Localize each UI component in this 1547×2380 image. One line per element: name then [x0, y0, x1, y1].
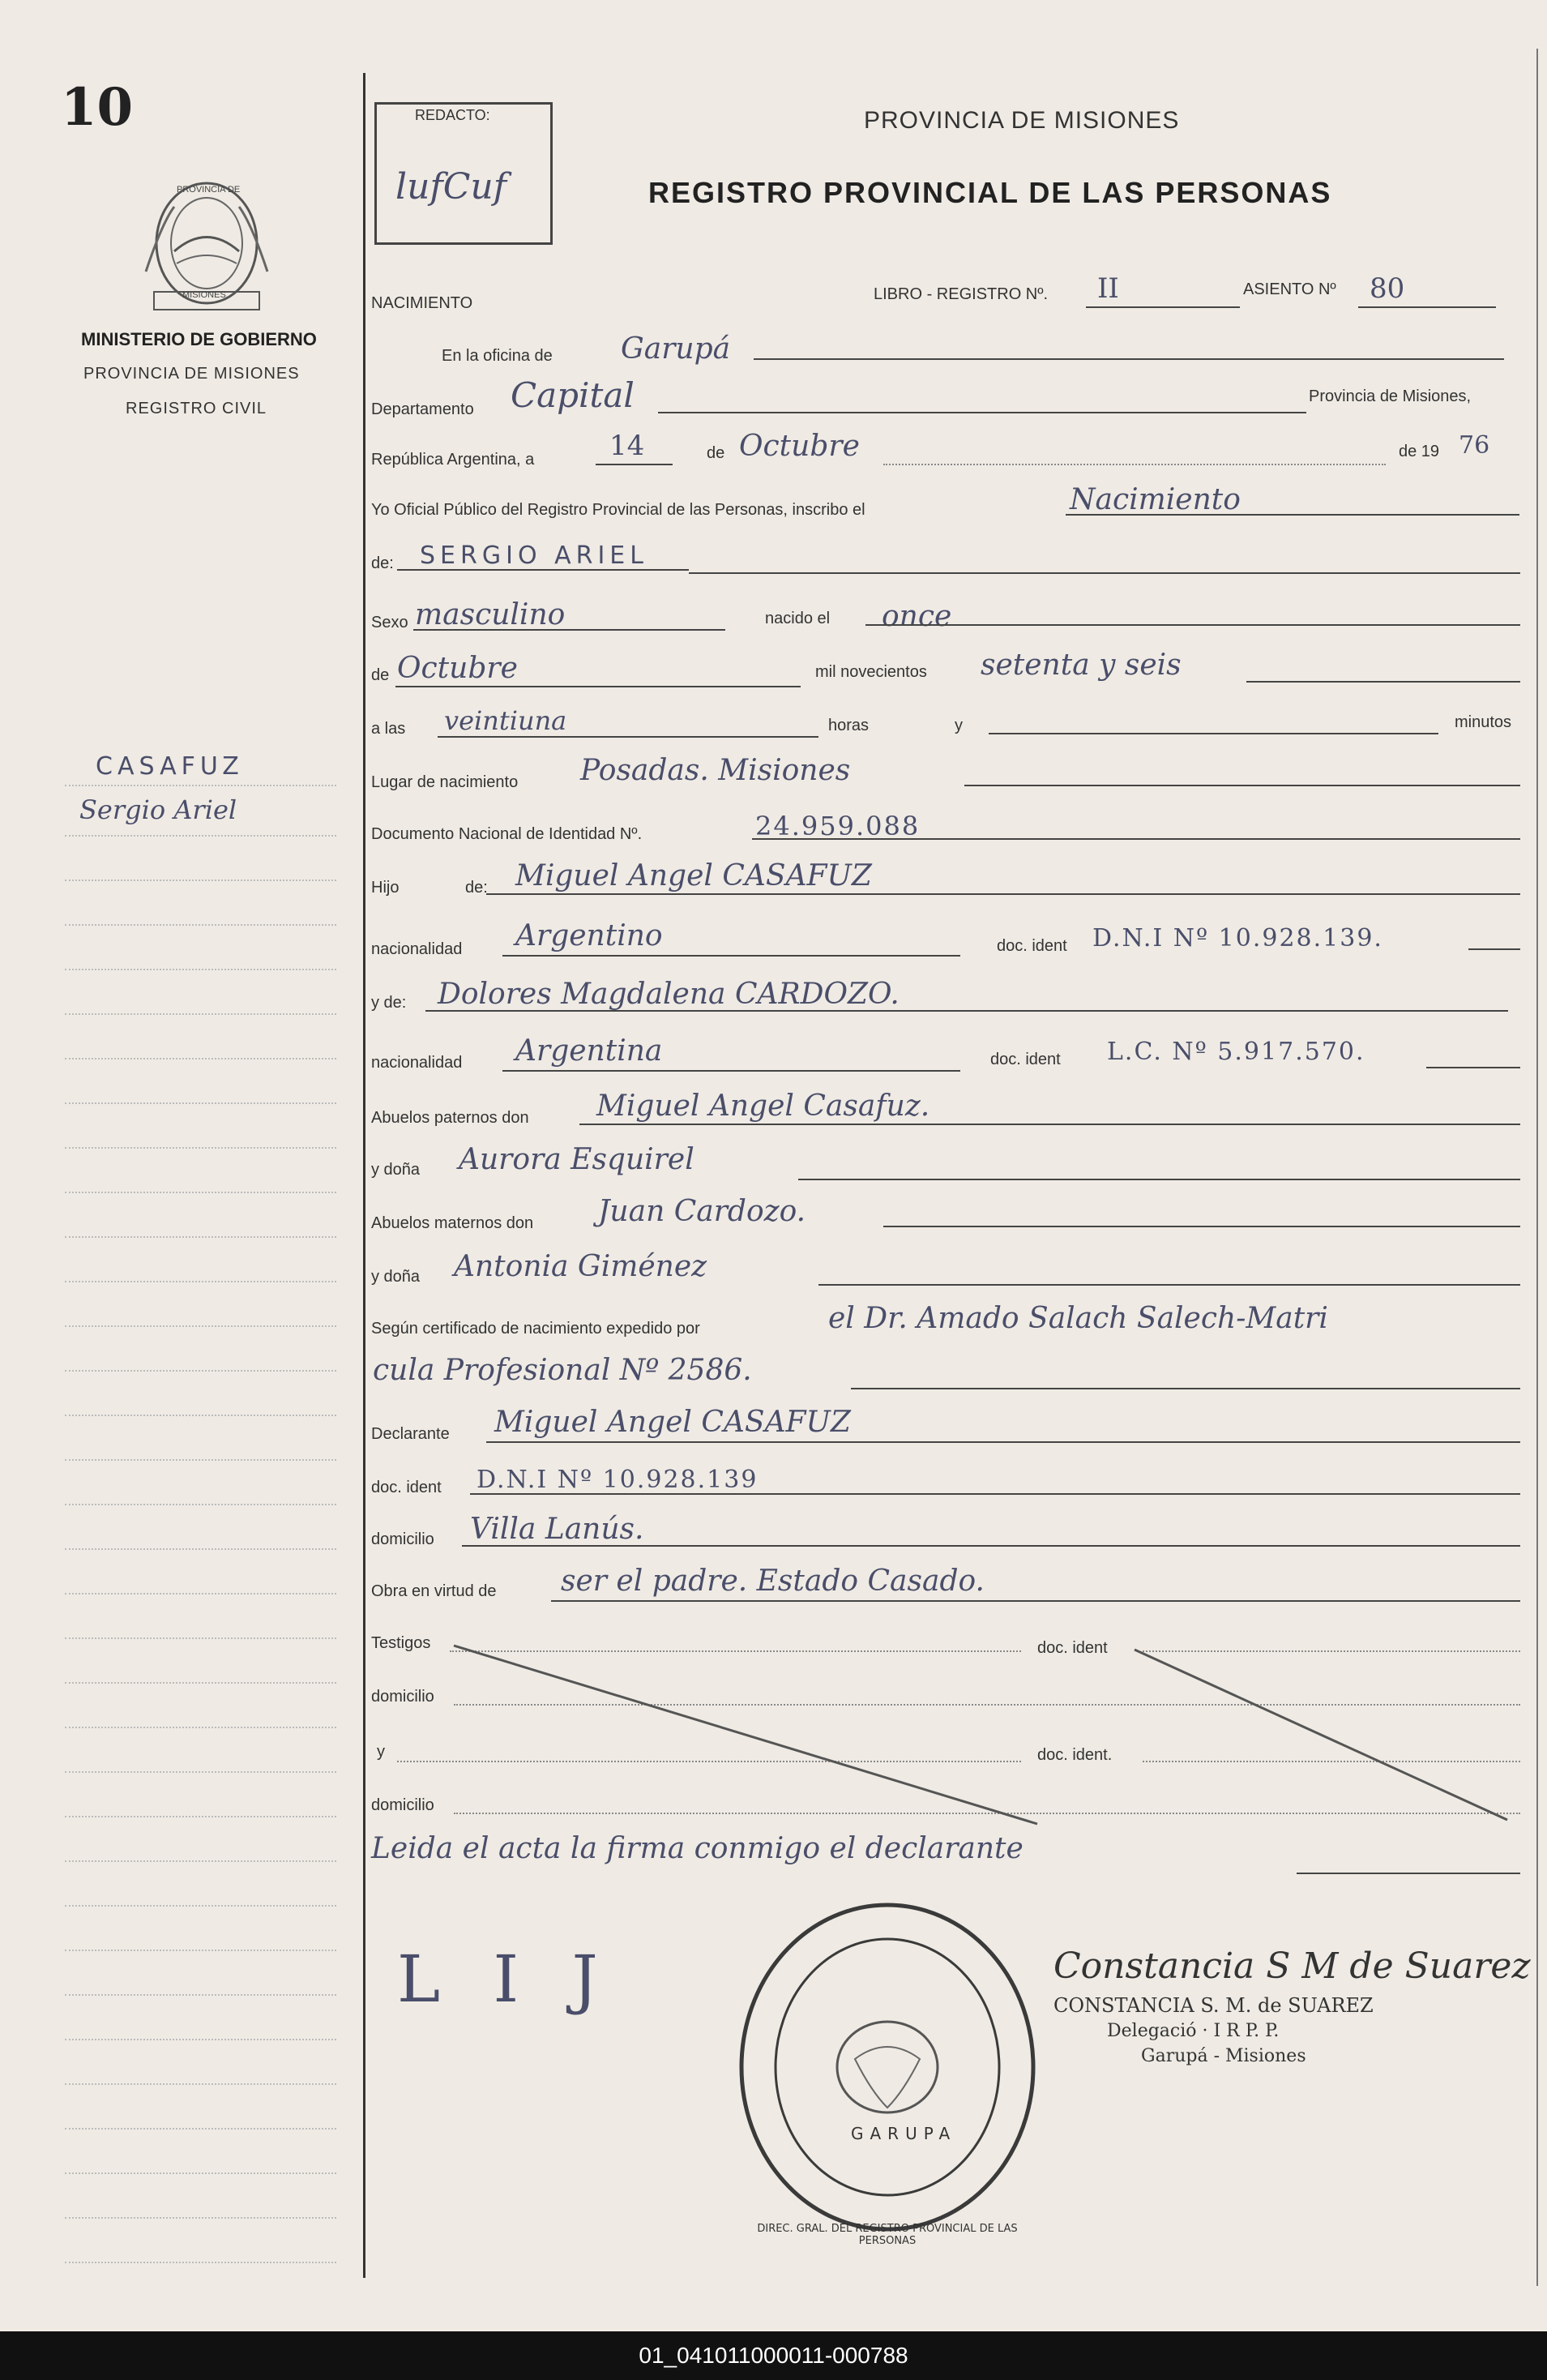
month-value: Octubre: [739, 430, 860, 463]
asiento-value: 80: [1370, 272, 1405, 305]
horas-label: horas: [828, 717, 870, 734]
closing-statement: Leida el acta la firma conmigo el declarante: [371, 1832, 1023, 1865]
libro-label: LIBRO - REGISTRO Nº.: [874, 285, 1049, 303]
abuela-pat-value: Aurora Esquirel: [459, 1143, 694, 1176]
obra-label: Obra en virtud de: [371, 1582, 497, 1600]
sexo-label: Sexo: [371, 614, 408, 631]
domicilio-value: Villa Lanús.: [470, 1513, 644, 1546]
provincia-suffix: Provincia de Misiones,: [1309, 387, 1472, 405]
testigos-doc-label: doc. ident: [1037, 1639, 1108, 1657]
horas-y-label: y: [955, 717, 963, 734]
yde-label: y de:: [371, 994, 407, 1012]
asiento-label: ASIENTO Nº: [1243, 280, 1336, 298]
nac1-value: Argentino: [515, 919, 663, 952]
doc1-label: doc. ident: [997, 937, 1067, 955]
margin-names: Sergio Ariel: [79, 794, 237, 825]
testigos-doc2-label: doc. ident.: [1037, 1746, 1113, 1764]
official-seal-stamp: [733, 1897, 1041, 2237]
abuelos-pat-label: Abuelos paternos don: [371, 1109, 529, 1127]
abuelo-mat-value: Juan Cardozo.: [598, 1195, 806, 1228]
libro-value: II: [1097, 272, 1119, 305]
month-de-label: de: [707, 444, 725, 462]
page-number: 10: [61, 77, 134, 138]
margin-surname: CASAFUZ: [96, 752, 244, 781]
certificado-label: Según certificado de nacimiento expedido por: [371, 1320, 700, 1338]
footer-code-bar: [0, 2331, 1547, 2380]
nac2-label: nacionalidad: [371, 1054, 463, 1072]
mil-value: setenta y seis: [981, 649, 1182, 682]
departamento-value: Capital: [511, 375, 635, 415]
official-signature: Constancia S M de Suarez: [1053, 1946, 1531, 1987]
alas-label: a las: [371, 720, 406, 738]
nacido-label: nacido el: [765, 610, 831, 627]
doc2-label: doc. ident: [990, 1051, 1061, 1068]
certificado-value-1: el Dr. Amado Salach Salech-Matri: [828, 1302, 1328, 1335]
cancel-strokes: [438, 1637, 1523, 1832]
year-value: 76: [1459, 431, 1490, 460]
margin-divider: [363, 73, 365, 2278]
emblem-text-top: PROVINCIA DE: [177, 185, 241, 195]
hijo-de-label: de:: [465, 879, 488, 897]
abuelo-pat-value: Miguel Angel Casafuz.: [596, 1089, 930, 1123]
horas-value: veintiuna: [444, 705, 567, 736]
footer-code: 01_041011000011-000788: [639, 2343, 908, 2368]
oficina-value: Garupá: [621, 332, 731, 366]
obra-value: ser el padre. Estado Casado.: [561, 1565, 985, 1598]
ydona2-label: y doña: [371, 1268, 421, 1286]
year-label: de 19: [1399, 443, 1440, 460]
padre-value: Miguel Angel CASAFUZ: [515, 859, 872, 892]
birth-month-de-label: de: [371, 666, 390, 684]
dni-label: Documento Nacional de Identidad Nº.: [371, 825, 643, 843]
header-province: PROVINCIA DE MISIONES: [864, 107, 1180, 134]
republica-label: República Argentina, a: [371, 451, 535, 469]
declarante-value: Miguel Angel CASAFUZ: [494, 1406, 851, 1439]
nac2-value: Argentina: [515, 1034, 663, 1068]
doc2-value: L.C. Nº 5.917.570.: [1107, 1038, 1365, 1066]
ministry-province: PROVINCIA DE MISIONES: [83, 365, 300, 383]
dni-value: 24.959.088: [755, 811, 921, 841]
doc3-value: D.N.I Nº 10.928.139: [476, 1466, 759, 1494]
certificado-value-2: cula Profesional Nº 2586.: [373, 1354, 752, 1387]
nacido-value: once: [882, 600, 952, 633]
hijo-label: Hijo: [371, 879, 400, 897]
abuela-mat-value: Antonia Giménez: [454, 1250, 707, 1283]
official-role: Delegació · I R P. P.: [1107, 2021, 1280, 2041]
day-value: 14: [609, 430, 645, 462]
de-name-label: de:: [371, 554, 394, 572]
inscribo-value: Nacimiento: [1070, 483, 1241, 516]
departamento-label: Departamento: [371, 400, 474, 418]
madre-value: Dolores Magdalena CARDOZO.: [438, 978, 900, 1011]
oficina-label: En la oficina de: [442, 347, 553, 365]
nac1-label: nacionalidad: [371, 940, 463, 958]
declarante-label: Declarante: [371, 1425, 450, 1443]
abuelos-mat-label: Abuelos maternos don: [371, 1214, 534, 1232]
page-right-edge: [1536, 49, 1538, 2286]
oficial-text: Yo Oficial Público del Registro Provincial de las Personas, inscribo el: [371, 501, 865, 519]
redacto-initials: lufCuf: [395, 166, 506, 208]
seal-ring-text: DIREC. GRAL. DEL REGISTRO PROVINCIAL DE LAS PERSONAS: [757, 2223, 1018, 2247]
testigos-label: Testigos: [371, 1634, 431, 1652]
official-name: CONSTANCIA S. M. de SUAREZ: [1053, 1994, 1374, 2017]
testigos-y-label: y: [377, 1743, 385, 1761]
minutos-label: minutos: [1455, 713, 1512, 731]
ministry-registry: REGISTRO CIVIL: [126, 400, 267, 417]
official-place: Garupá - Misiones: [1141, 2046, 1306, 2066]
record-type: NACIMIENTO: [371, 294, 473, 312]
domicilio-label: domicilio: [371, 1530, 434, 1548]
seal-center-text: GARUPA: [851, 2124, 957, 2143]
birth-month-value: Octubre: [397, 652, 518, 685]
page-title: REGISTRO PROVINCIAL DE LAS PERSONAS: [648, 176, 1332, 209]
testigos-dom2-label: domicilio: [371, 1796, 434, 1814]
emblem-text-bottom: MISIONES: [182, 290, 226, 300]
margin-signature: L I J: [397, 1941, 614, 2017]
redacto-label: REDACTO:: [415, 107, 490, 123]
doc3-label: doc. ident: [371, 1479, 442, 1496]
child-name: SERGIO ARIEL: [420, 541, 648, 570]
testigos-dom-label: domicilio: [371, 1688, 434, 1706]
mil-label: mil novecientos: [815, 663, 927, 681]
ministry-title: MINISTERIO DE GOBIERNO: [81, 329, 317, 349]
ydona1-label: y doña: [371, 1161, 421, 1179]
lugar-value: Posadas. Misiones: [580, 754, 851, 787]
doc1-value: D.N.I Nº 10.928.139.: [1092, 924, 1383, 952]
lugar-label: Lugar de nacimiento: [371, 773, 519, 791]
sexo-value: masculino: [415, 598, 566, 631]
